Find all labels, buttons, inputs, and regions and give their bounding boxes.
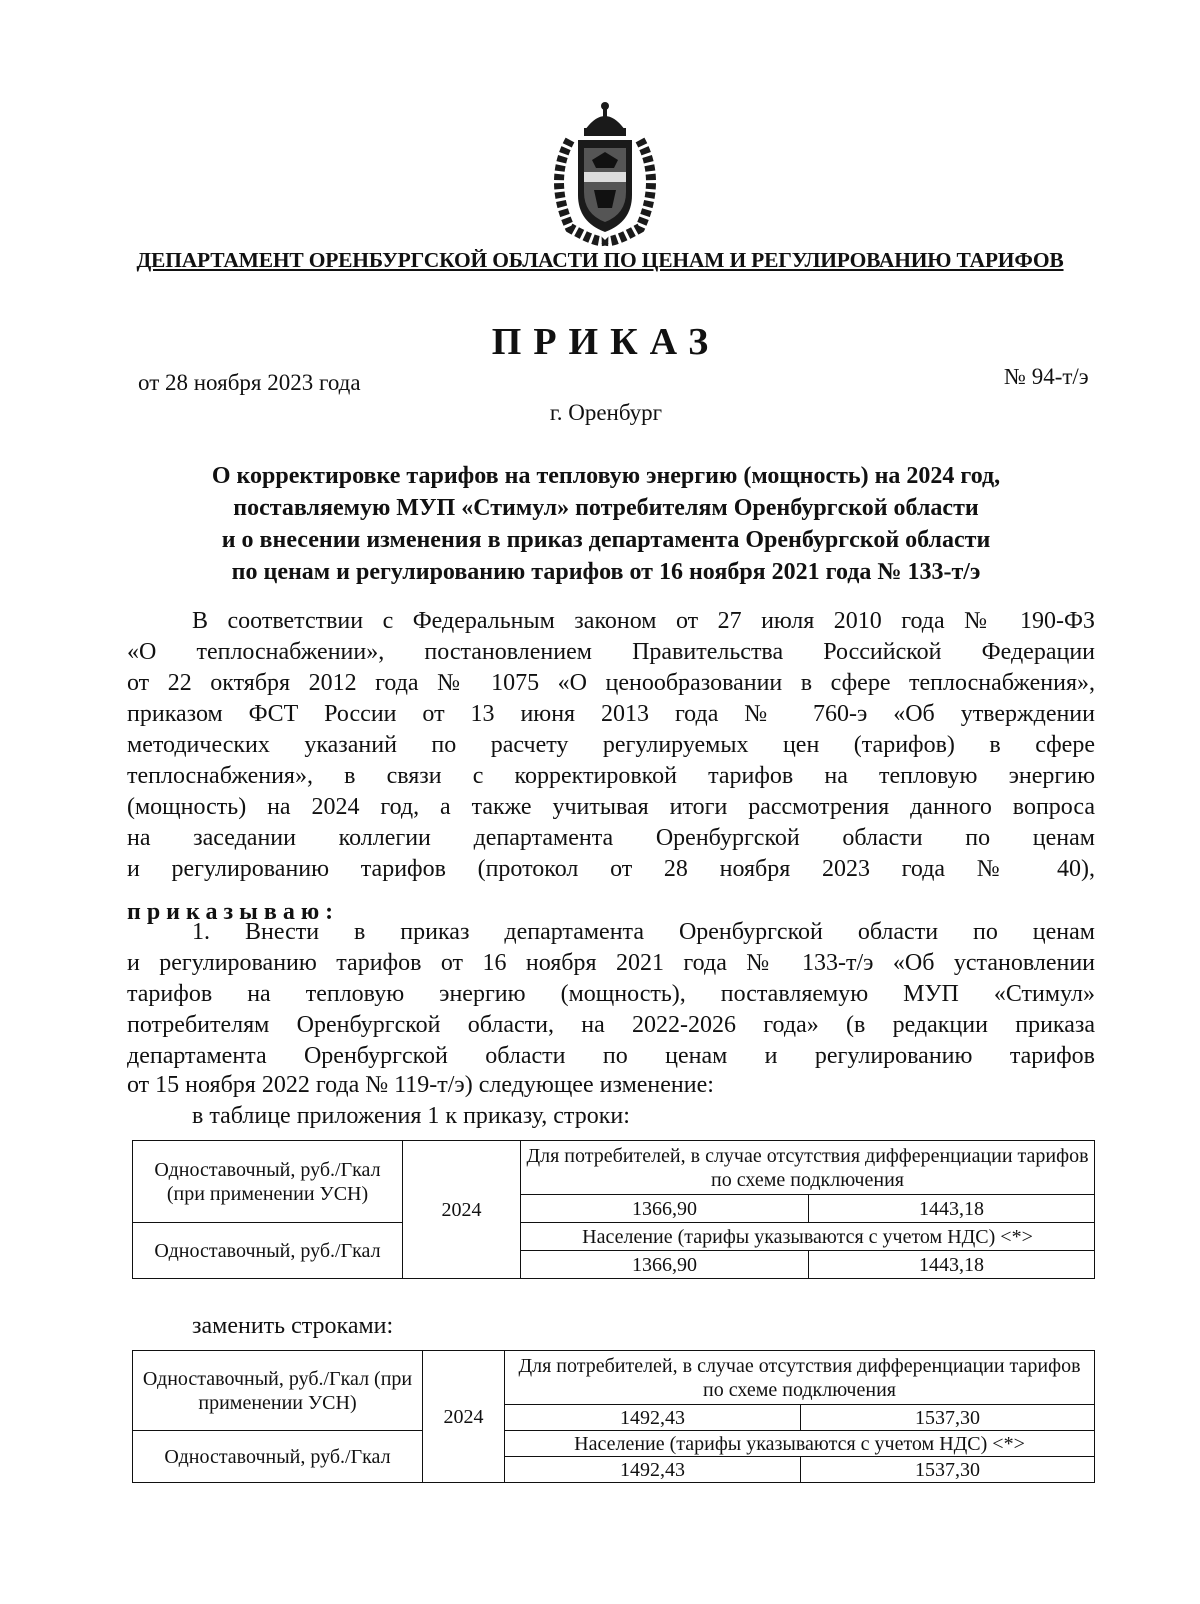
- preamble-line: и регулированию тарифов (протокол от 28 ноября 2023 года № 40),: [127, 856, 1095, 882]
- replace-label: заменить строками:: [192, 1313, 394, 1339]
- clause-line: и регулированию тарифов от 16 ноября 2021 года № 133-т/э «Об установлении: [127, 950, 1095, 976]
- tariff-value: 1537,30: [801, 1457, 1095, 1483]
- preamble-line: теплоснабжения», в связи с корректировкой тарифов на тепловую энергию: [127, 763, 1095, 789]
- row-label: Одноставочный, руб./Гкал (при применении УСН): [133, 1141, 403, 1223]
- tariff-value: 1537,30: [801, 1405, 1095, 1431]
- order-word: приказываю:: [127, 899, 340, 925]
- row-label: Одноставочный, руб./Гкал: [133, 1223, 403, 1279]
- clause-line: от 15 ноября 2022 года № 119-т/э) следующее изменение:: [127, 1072, 714, 1098]
- title-line: О корректировке тарифов на тепловую энергию (мощность) на 2024 год,: [211, 463, 1001, 489]
- preamble-line: приказом ФСТ России от 13 июня 2013 года № 760-э «Об утверждении: [127, 701, 1095, 727]
- preamble-line: В соответствии с Федеральным законом от 27 июля 2010 года № 190-ФЗ: [192, 608, 1095, 634]
- order-date: от 28 ноября 2023 года: [138, 370, 361, 395]
- clause-line: тарифов на тепловую энергию (мощность), поставляемую МУП «Стимул»: [127, 981, 1095, 1007]
- title-line: по ценам и регулированию тарифов от 16 ноября 2021 года № 133-т/э: [231, 559, 981, 585]
- order-city: г. Оренбург: [549, 400, 663, 425]
- preamble-line: (мощность) на 2024 год, а также учитывая итоги рассмотрения данного вопроса: [127, 794, 1095, 820]
- group-header: Для потребителей, в случае отсутствия дифференциации тарифов по схеме подключения: [521, 1141, 1095, 1195]
- tariff-value: 1492,43: [505, 1405, 801, 1431]
- row-label: Одноставочный, руб./Гкал: [133, 1431, 423, 1483]
- new-tariff-table: [132, 1350, 1095, 1483]
- preamble-line: от 22 октября 2012 года № 1075 «О ценообразовании в сфере теплоснабжения»,: [127, 670, 1095, 696]
- clause-line: 1. Внести в приказ департамента Оренбургской области по ценам: [192, 919, 1095, 945]
- old-tariff-table: [132, 1140, 1095, 1279]
- clause-line: департамента Оренбургской области по ценам и регулированию тарифов: [127, 1043, 1095, 1069]
- table-intro: в таблице приложения 1 к приказу, строки:: [192, 1103, 630, 1129]
- title-line: поставляемую МУП «Стимул» потребителям Оренбургской области: [233, 495, 979, 521]
- document-type: ПРИКАЗ: [491, 321, 721, 363]
- group-header: Для потребителей, в случае отсутствия дифференциации тарифов по схеме подключения: [505, 1351, 1095, 1405]
- tariff-value: 1366,90: [521, 1195, 809, 1223]
- order-title: [150, 460, 1062, 588]
- preamble-line: на заседании коллегии департамента Оренбургской области по ценам: [127, 825, 1095, 851]
- tariff-value: 1492,43: [505, 1457, 801, 1483]
- group-header: Население (тарифы указываются с учетом НДС) <*>: [505, 1431, 1095, 1457]
- title-line: и о внесении изменения в приказ департамента Оренбургской области: [221, 527, 991, 553]
- tariff-value: 1443,18: [809, 1195, 1095, 1223]
- tariff-value: 1366,90: [521, 1251, 809, 1279]
- clause-line: потребителям Оренбургской области, на 2022-2026 года» (в редакции приказа: [127, 1012, 1095, 1038]
- preamble-line: методических указаний по расчету регулируемых цен (тарифов) в сфере: [127, 732, 1095, 758]
- order-number: № 94-т/э: [1004, 364, 1089, 389]
- year-cell: 2024: [403, 1141, 521, 1279]
- preamble-line: «О теплоснабжении», постановлением Правительства Российской Федерации: [127, 639, 1095, 665]
- row-label: Одноставочный, руб./Гкал (при применении УСН): [133, 1351, 423, 1431]
- group-header: Население (тарифы указываются с учетом НДС) <*>: [521, 1223, 1095, 1251]
- coat-of-arms-icon: [540, 100, 670, 248]
- tariff-value: 1443,18: [809, 1251, 1095, 1279]
- year-cell: 2024: [423, 1351, 505, 1483]
- department-name: ДЕПАРТАМЕНТ ОРЕНБУРГСКОЙ ОБЛАСТИ ПО ЦЕНАМ И РЕГУЛИРОВАНИЮ ТАРИФОВ: [136, 248, 1064, 272]
